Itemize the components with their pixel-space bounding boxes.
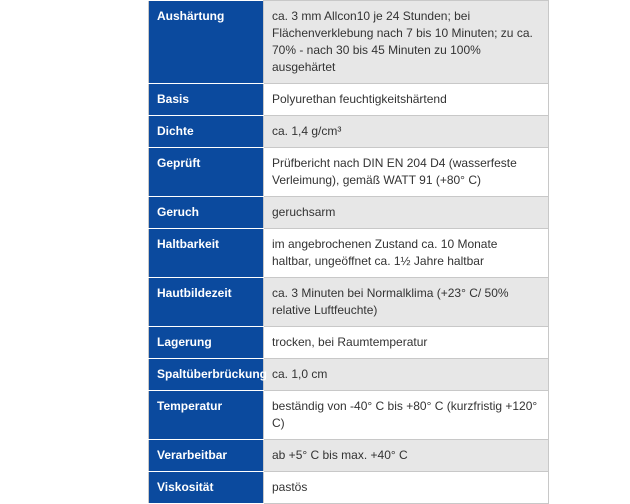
table-row	[149, 359, 549, 391]
row-value: geruchsarm	[264, 197, 549, 229]
row-label: Hautbildezeit	[149, 278, 264, 327]
row-label: Geruch	[149, 197, 264, 229]
table-row	[149, 278, 549, 327]
row-label: Dichte	[149, 116, 264, 148]
row-label: Temperatur	[149, 391, 264, 440]
row-label: Aushärtung	[149, 1, 264, 84]
row-label: Basis	[149, 84, 264, 116]
table-row	[149, 148, 549, 197]
row-label: Verarbeitbar	[149, 440, 264, 472]
row-label: Haltbarkeit	[149, 229, 264, 278]
table-row	[149, 116, 549, 148]
row-value: im angebrochenen Zustand ca. 10 Monate haltbar, ungeöffnet ca. 1½ Jahre haltbar	[264, 229, 549, 278]
specification-table	[148, 0, 549, 504]
row-value: trocken, bei Raumtemperatur	[264, 327, 549, 359]
row-value: ca. 3 mm Allcon10 je 24 Stunden; bei Flächenverklebung nach 7 bis 10 Minuten; zu ca. 70% - nach 30 bis 45 Minuten zu 100% ausgehärtet	[264, 1, 549, 84]
table-row	[149, 472, 549, 504]
row-label: Spaltüberbrückung	[149, 359, 264, 391]
row-value: ca. 1,4 g/cm³	[264, 116, 549, 148]
table-row	[149, 84, 549, 116]
table-row	[149, 197, 549, 229]
row-value: Prüfbericht nach DIN EN 204 D4 (wasserfeste Verleimung), gemäß WATT 91 (+80° C)	[264, 148, 549, 197]
row-value: ab +5° C bis max. +40° C	[264, 440, 549, 472]
row-value: beständig von -40° C bis +80° C (kurzfristig +120° C)	[264, 391, 549, 440]
row-value: ca. 3 Minuten bei Normalklima (+23° C/ 50% relative Luftfeuchte)	[264, 278, 549, 327]
row-value: Polyurethan feuchtigkeitshärtend	[264, 84, 549, 116]
row-value: ca. 1,0 cm	[264, 359, 549, 391]
row-value: pastös	[264, 472, 549, 504]
table-row	[149, 440, 549, 472]
row-label: Viskosität	[149, 472, 264, 504]
table-row	[149, 1, 549, 84]
row-label: Lagerung	[149, 327, 264, 359]
table-row	[149, 229, 549, 278]
row-label: Geprüft	[149, 148, 264, 197]
table-row	[149, 327, 549, 359]
table-row	[149, 391, 549, 440]
